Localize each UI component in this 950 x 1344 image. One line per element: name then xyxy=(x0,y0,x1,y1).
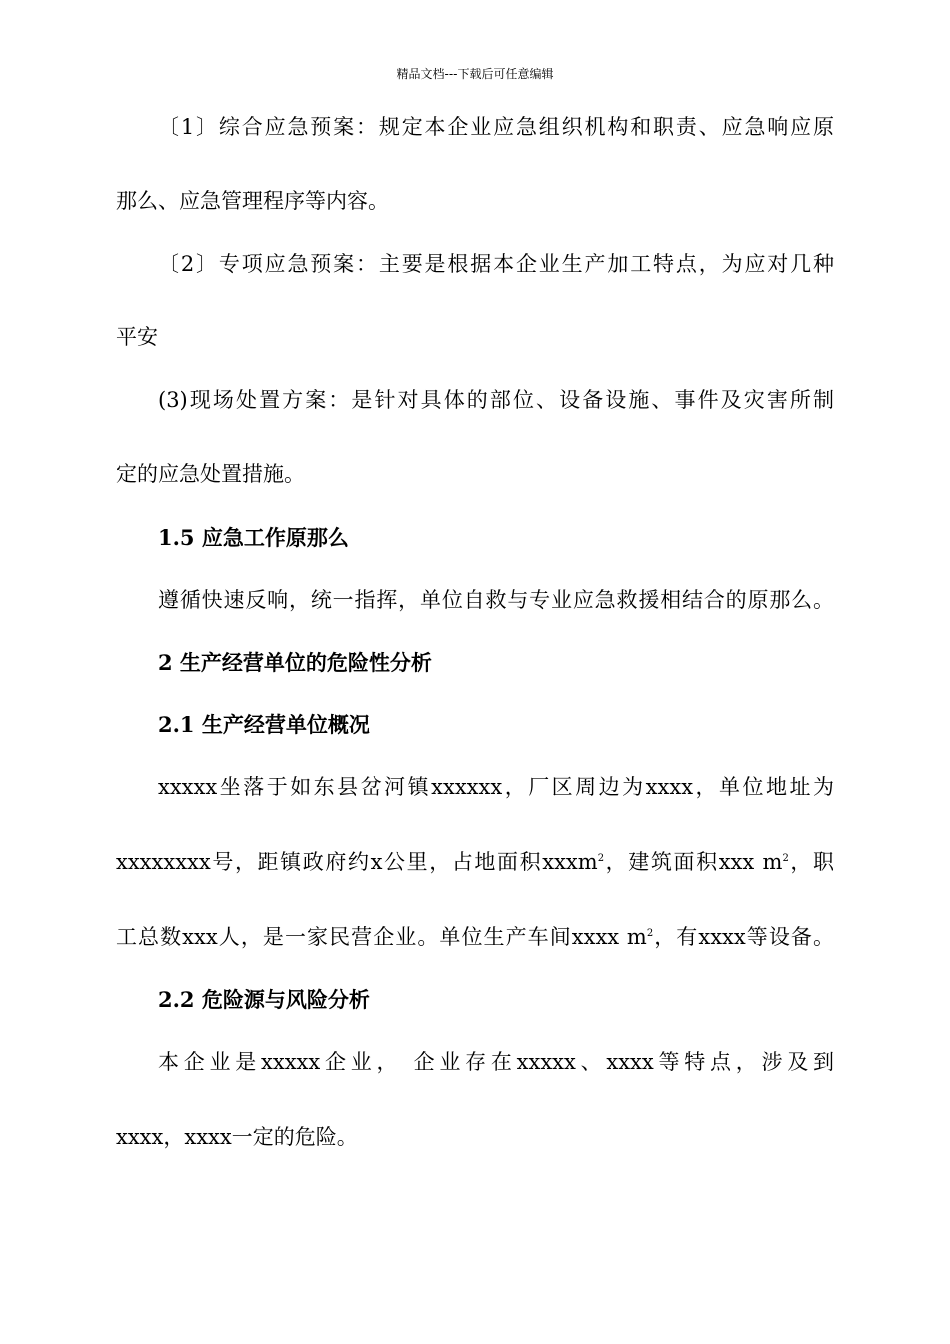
paragraph-line: 〔2〕专项应急预案：主要是根据本企业生产加工特点，为应对几种 xyxy=(158,252,834,276)
paragraph-text: 工总数xxx人，是一家民营企业。单位生产车间xxxx m xyxy=(116,925,647,949)
paragraph-text: ，有xxxx等设备。 xyxy=(653,925,834,949)
paragraph-line xyxy=(116,848,834,876)
section-heading: 1.5 应急工作原那么 xyxy=(158,525,349,550)
section-heading: 2.1 生产经营单位概况 xyxy=(158,712,370,737)
paragraph-line: 本企业是xxxxx企业， 企业存在xxxxx、xxxx等特点，涉及到 xyxy=(158,1050,834,1074)
paragraph-line: (3)现场处置方案：是针对具体的部位、设备设施、事件及灾害所制 xyxy=(158,388,834,412)
superscript: 2 xyxy=(782,853,789,864)
page-header: 精品文档---下载后可任意编辑 xyxy=(396,67,554,81)
paragraph-text: xxxxxxxx号，距镇政府约x公里，占地面积xxxm xyxy=(116,850,598,874)
paragraph-line: xxxx，xxxx一定的危险。 xyxy=(116,1125,358,1149)
paragraph-line: 那么、应急管理程序等内容。 xyxy=(116,189,389,213)
section-heading: 2.2 危险源与风险分析 xyxy=(158,987,370,1012)
paragraph-line: 遵循快速反响，统一指挥，单位自救与专业应急救援相结合的原那么。 xyxy=(158,588,834,612)
paragraph-line: 平安 xyxy=(116,325,158,349)
paragraph-line: 定的应急处置措施。 xyxy=(116,462,305,486)
section-heading: 2 生产经营单位的危险性分析 xyxy=(158,650,432,675)
superscript: 2 xyxy=(646,928,654,939)
paragraph-line: 〔1〕综合应急预案：规定本企业应急组织机构和职责、应急响应原 xyxy=(158,115,834,139)
superscript: 2 xyxy=(597,853,605,864)
paragraph-text: ，建筑面积xxx m xyxy=(604,850,783,874)
paragraph-line: xxxxx坐落于如东县岔河镇xxxxxx，厂区周边为xxxx，单位地址为 xyxy=(158,775,834,799)
paragraph-line xyxy=(116,923,834,951)
paragraph-text: ，职 xyxy=(788,850,835,874)
